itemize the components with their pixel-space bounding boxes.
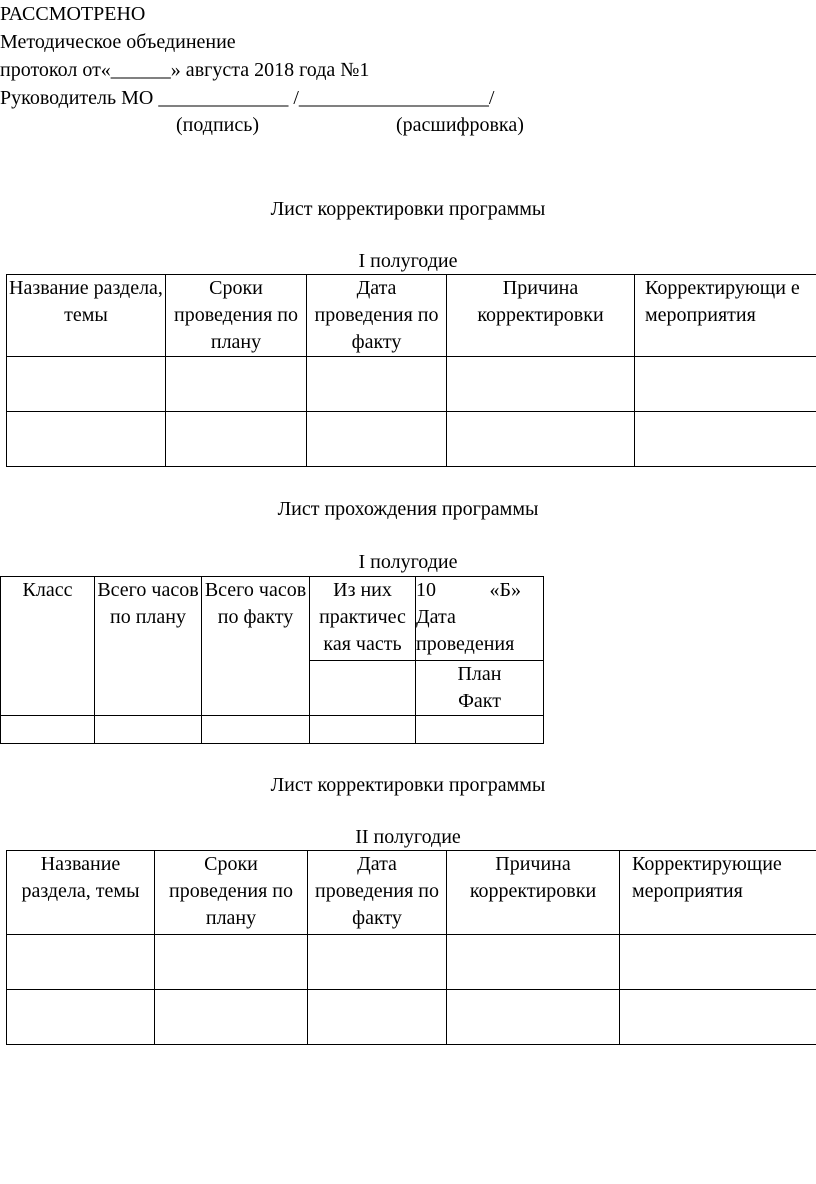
progress-table: [0, 576, 544, 744]
table-cell[interactable]: [155, 990, 308, 1045]
table2-header-actual-hours: Всего часов по факту: [202, 577, 310, 716]
table-cell[interactable]: [307, 357, 447, 412]
approval-status: РАССМОТРЕНО: [0, 3, 146, 25]
fact-label: Факт: [458, 690, 501, 712]
section3-title: Лист корректировки программы: [270, 774, 546, 796]
table2-header-practice: Из них практичес кая часть: [310, 577, 416, 661]
table2-header-class: Класс: [1, 577, 95, 716]
section2-period: I полугодие: [358, 551, 458, 573]
table1-header-corrective-actions: Корректирующи е мероприятия: [635, 275, 816, 357]
table-cell[interactable]: [310, 661, 416, 716]
table-cell[interactable]: [447, 412, 635, 467]
protocol-line: протокол от«______» августа 2018 года №1: [0, 59, 370, 81]
table-cell[interactable]: [310, 716, 416, 744]
table1-header-reason: Причина корректировки: [447, 275, 635, 357]
correction-table-1: [6, 274, 816, 467]
table-cell[interactable]: [416, 716, 544, 744]
class-letter: «Б»: [489, 579, 521, 601]
date-label: Дата проведения: [416, 606, 515, 655]
table3-header-section: Название раздела, темы: [7, 851, 155, 935]
section2-title: Лист прохождения программы: [277, 498, 539, 520]
table3-header-reason: Причина корректировки: [447, 851, 620, 935]
table-cell[interactable]: [166, 357, 307, 412]
table-cell[interactable]: [308, 990, 447, 1045]
correction-table-2: [6, 850, 816, 1045]
table2-header-planned-hours: Всего часов по плану: [95, 577, 202, 716]
plan-label: План: [457, 663, 502, 685]
table-cell[interactable]: [95, 716, 202, 744]
table1-header-section: Название раздела, темы: [7, 275, 166, 357]
decode-label: (расшифровка): [396, 114, 524, 136]
signature-label: (подпись): [176, 114, 260, 136]
section1-period: I полугодие: [358, 250, 458, 272]
table-row: [7, 935, 816, 990]
table3-header-corrective-actions: Корректирующие мероприятия: [620, 851, 816, 935]
table-row: [7, 412, 816, 467]
methodical-association: Методическое объединение: [0, 31, 236, 53]
table-cell[interactable]: [447, 935, 620, 990]
table2-header-class-date: [416, 577, 544, 661]
table-row: [7, 990, 816, 1045]
section1-title: Лист корректировки программы: [270, 198, 546, 220]
table-row: [1, 716, 544, 744]
table-cell[interactable]: [7, 412, 166, 467]
table3-header-planned-dates: Сроки проведения по плану: [155, 851, 308, 935]
table-cell[interactable]: [1, 716, 95, 744]
table-cell[interactable]: [635, 357, 816, 412]
table-cell[interactable]: [307, 412, 447, 467]
table-cell[interactable]: [620, 990, 816, 1045]
table-cell[interactable]: [635, 412, 816, 467]
table-cell[interactable]: [7, 357, 166, 412]
table2-plan-fact: [416, 661, 544, 716]
table1-header-actual-date: Дата проведения по факту: [307, 275, 447, 357]
table-cell[interactable]: [447, 990, 620, 1045]
table-cell[interactable]: [447, 357, 635, 412]
table-cell[interactable]: [202, 716, 310, 744]
table3-header-actual-date: Дата проведения по факту: [308, 851, 447, 935]
table-cell[interactable]: [308, 935, 447, 990]
class-number: 10: [416, 579, 436, 601]
table-cell[interactable]: [7, 935, 155, 990]
head-signature-line: Руководитель МО _____________ /___________________/: [0, 87, 495, 109]
table1-header-planned-dates: Сроки проведения по плану: [166, 275, 307, 357]
table-row: [7, 357, 816, 412]
table-cell[interactable]: [166, 412, 307, 467]
section3-period: II полугодие: [355, 826, 461, 848]
table-cell[interactable]: [155, 935, 308, 990]
table-cell[interactable]: [7, 990, 155, 1045]
table-cell[interactable]: [620, 935, 816, 990]
